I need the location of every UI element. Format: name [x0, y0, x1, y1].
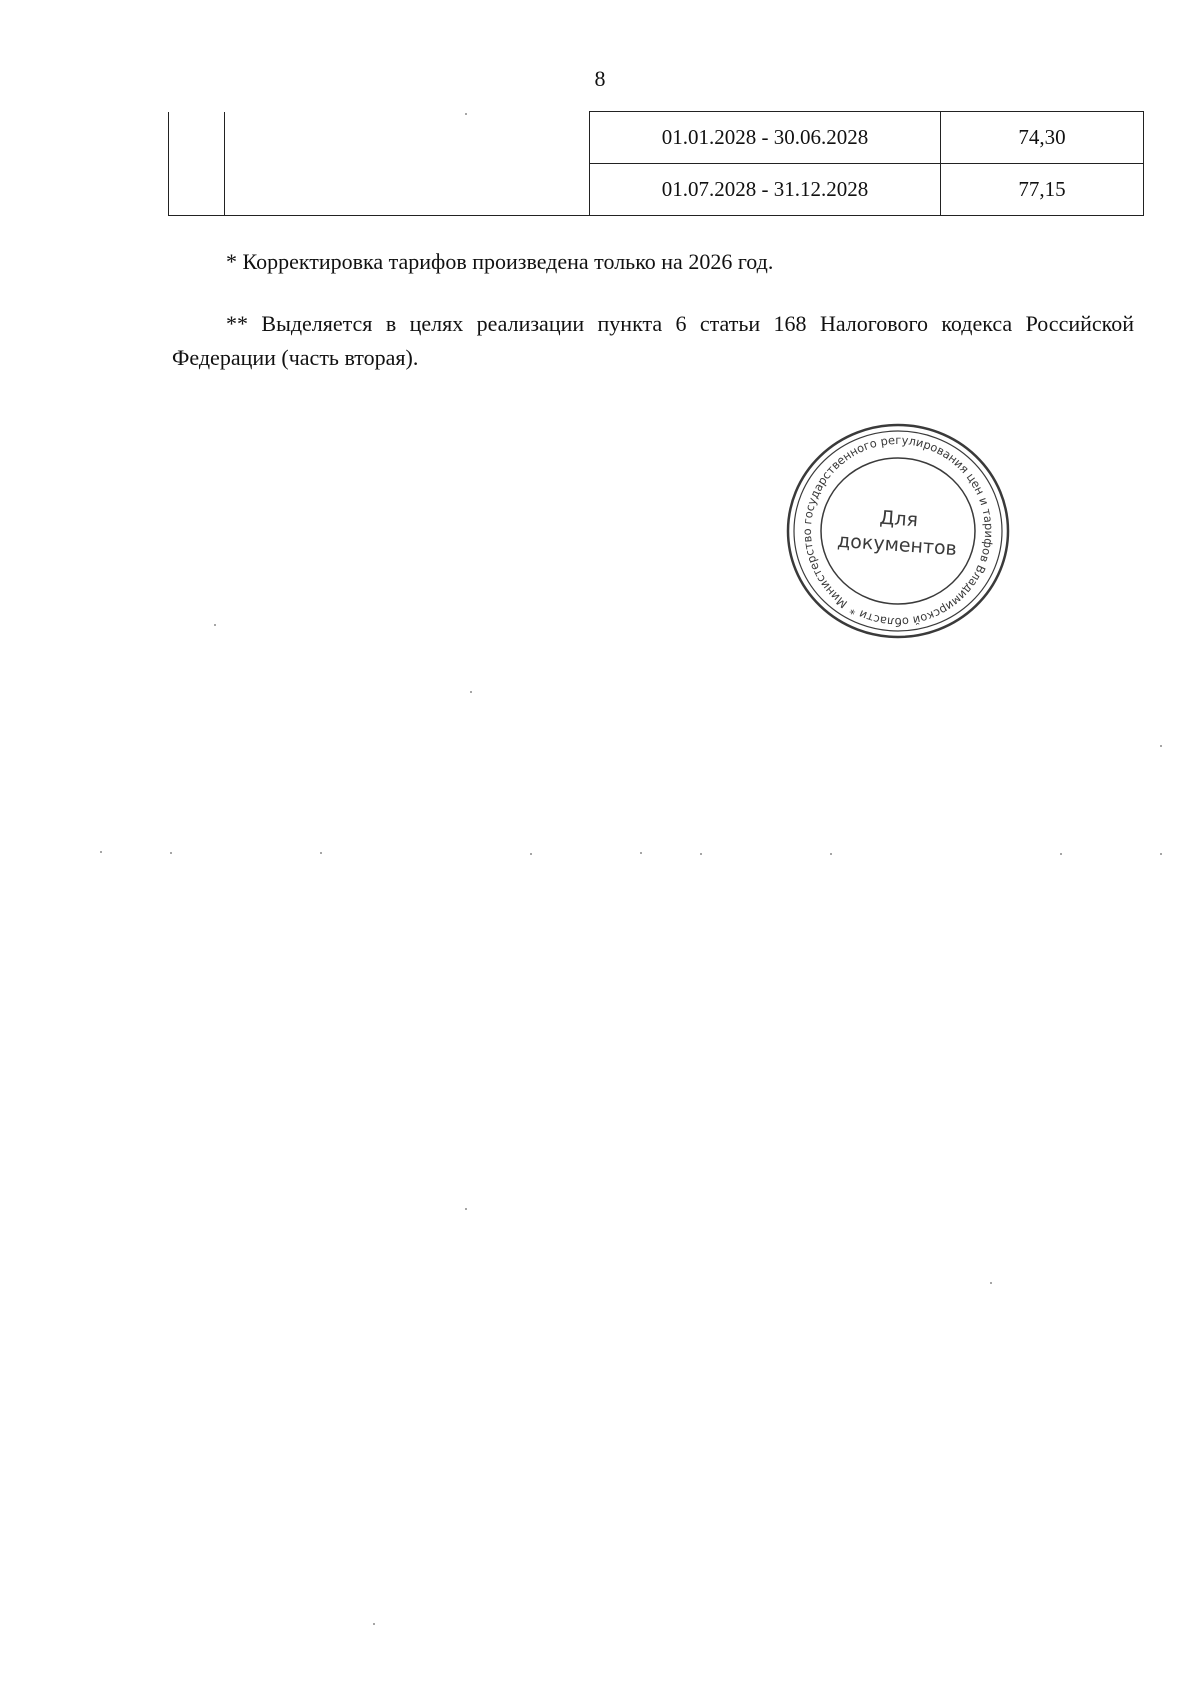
- stamp-seal-icon: [784, 417, 1012, 645]
- official-stamp: [784, 417, 1012, 645]
- table-cell-period: 01.01.2028 - 30.06.2028: [590, 112, 941, 164]
- footnote-1: * Корректировка тарифов произведена только на 2026 год.: [226, 249, 774, 274]
- scan-speck: [830, 853, 832, 855]
- stamp-ring-text: Министерство государственного регулирования цен и тарифов Владимирской области *: [799, 432, 997, 630]
- scan-speck: [320, 852, 322, 854]
- scan-speck: [100, 851, 102, 853]
- scan-speck: [990, 1282, 992, 1284]
- scan-speck: [465, 113, 467, 115]
- stamp-center-line2: документов: [836, 529, 958, 561]
- scan-speck: [700, 853, 702, 855]
- tariff-table: [168, 111, 1144, 216]
- stamp-center-line1: Для: [878, 506, 919, 532]
- footnote-2: ** Выделяется в целях реализации пункта 6 статьи 168 Налогового кодекса Российской Федерации (часть вторая).: [172, 311, 1134, 370]
- scan-speck: [170, 852, 172, 854]
- table-cell-blank: [169, 112, 225, 216]
- table-cell-value: 77,15: [941, 164, 1144, 216]
- table-cell-blank: [225, 112, 590, 216]
- scan-speck: [465, 1208, 467, 1210]
- scan-speck: [1060, 853, 1062, 855]
- scan-speck: [640, 852, 642, 854]
- scan-speck: [530, 853, 532, 855]
- scan-speck: [1160, 745, 1162, 747]
- scan-speck: [470, 691, 472, 693]
- table-cell-value: 74,30: [941, 112, 1144, 164]
- table-cell-period: 01.07.2028 - 31.12.2028: [590, 164, 941, 216]
- page-number: 8: [594, 66, 606, 91]
- scan-speck: [214, 624, 216, 626]
- scan-speck: [373, 1623, 375, 1625]
- scan-speck: [1160, 853, 1162, 855]
- table-row: [169, 112, 1144, 164]
- stamp-outer-ring-inner: [794, 431, 1002, 631]
